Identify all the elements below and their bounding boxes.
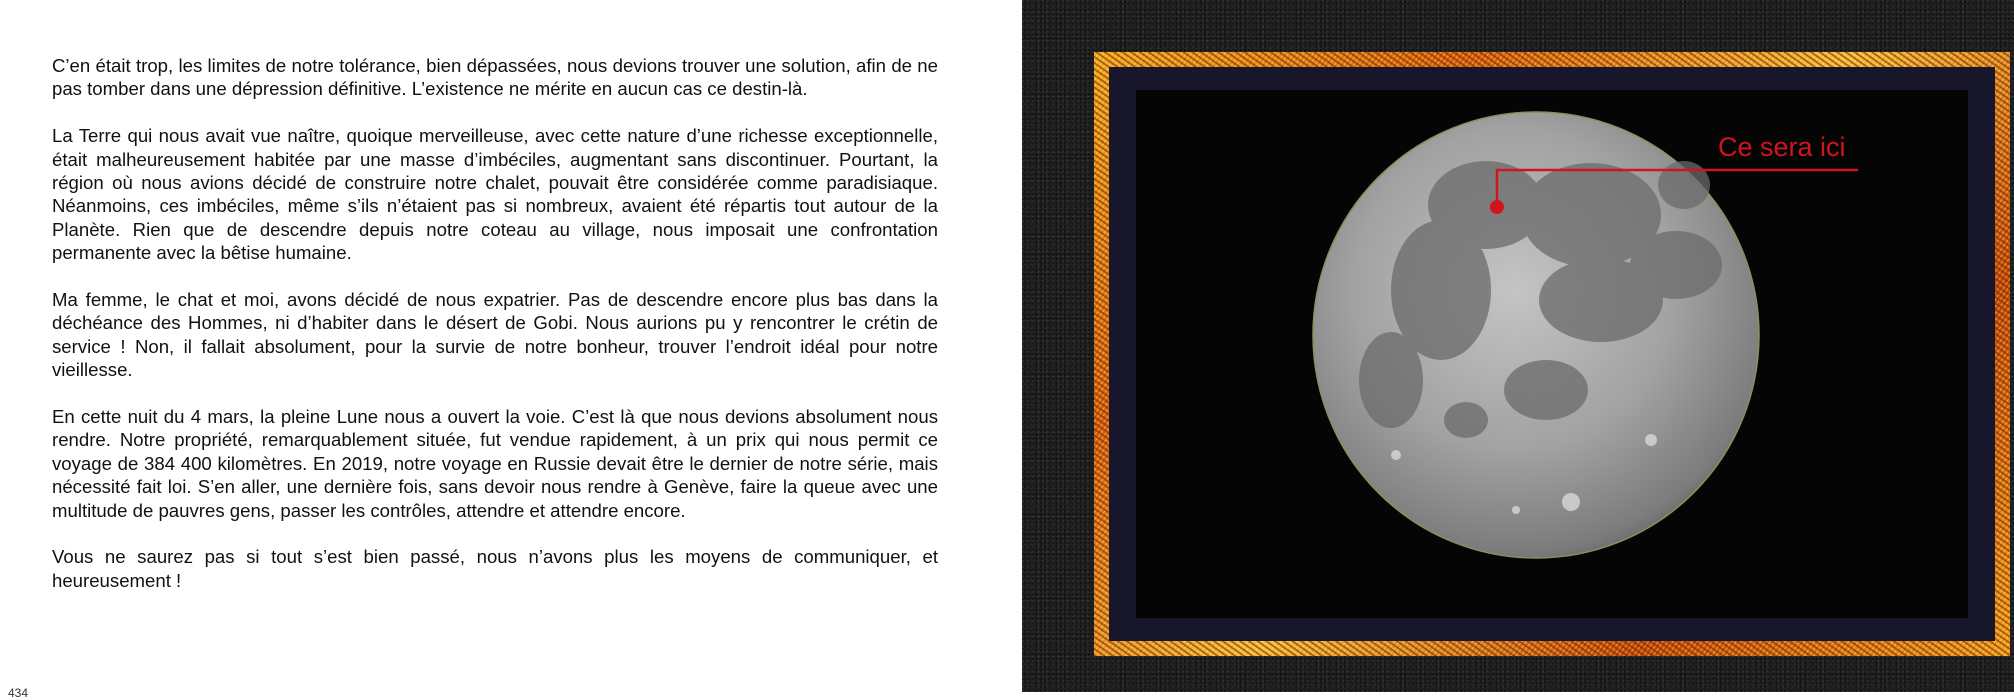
paragraph-3: Ma femme, le chat et moi, avons décidé de nous expatrier. Pas de descendre encore plus bas dans la déchéance des Hommes, ni d’habiter dans le désert de Gobi. Nous aurions pu y rencontrer le crétin de service ! Non, il fallait absolument, pour la survie de notre bonheur, trouver l’endroit idéal pour notre vieillesse.	[52, 289, 938, 381]
story-text	[52, 54, 938, 616]
moon-photo	[1136, 90, 1968, 618]
moon-illustration	[1136, 90, 1968, 610]
location-marker	[1490, 200, 1504, 214]
picture-mat	[1109, 67, 1995, 641]
paragraph-4: En cette nuit du 4 mars, la pleine Lune nous a ouvert la voie. C’est là que nous devions absolument nous rendre. Notre propriété, remarquablement située, fut vendue rapidement, à un prix qui nous permit ce voyage de 384 400 kilomètres. En 2019, notre voyage en Russie devait être le dernier de notre série, mais nécessité fait loi. S’en aller, une dernière fois, sans devoir nous rendre à Genève, faire la queue avec une multitude de pauvres gens, passer les contrôles, attendre et attendre encore.	[52, 406, 938, 521]
page-number: 434	[8, 686, 29, 700]
moon-label: Ce sera ici	[1718, 132, 1846, 162]
picture-frame	[1094, 52, 2010, 656]
paragraph-5: Vous ne saurez pas si tout s’est bien passé, nous n’avons plus les moyens de communiquer, et heureusement !	[52, 546, 938, 591]
paragraph-1: C’en était trop, les limites de notre tolérance, bien dépassées, nous devions trouver une solution, afin de ne pas tomber dans une dépression définitive. L’existence ne mérite en aucun cas ce destin-là.	[52, 55, 938, 100]
paragraph-2: La Terre qui nous avait vue naître, quoique merveilleuse, avec cette nature d’une richesse exceptionnelle, était malheureusement habitée par une masse d’imbéciles, augmentant sans discontinuer. Pourtant, la région où nous avions décidé de construire notre chalet, pouvait être considérée comme paradisiaque. Néanmoins, ces imbéciles, même s’ils n’étaient pas si nombreux, avaient été répartis tout autour de la Planète. Rien que de descendre depuis notre coteau au village, nous imposait une confrontation permanente avec la bêtise humaine.	[52, 125, 938, 264]
right-page	[1022, 0, 2014, 692]
